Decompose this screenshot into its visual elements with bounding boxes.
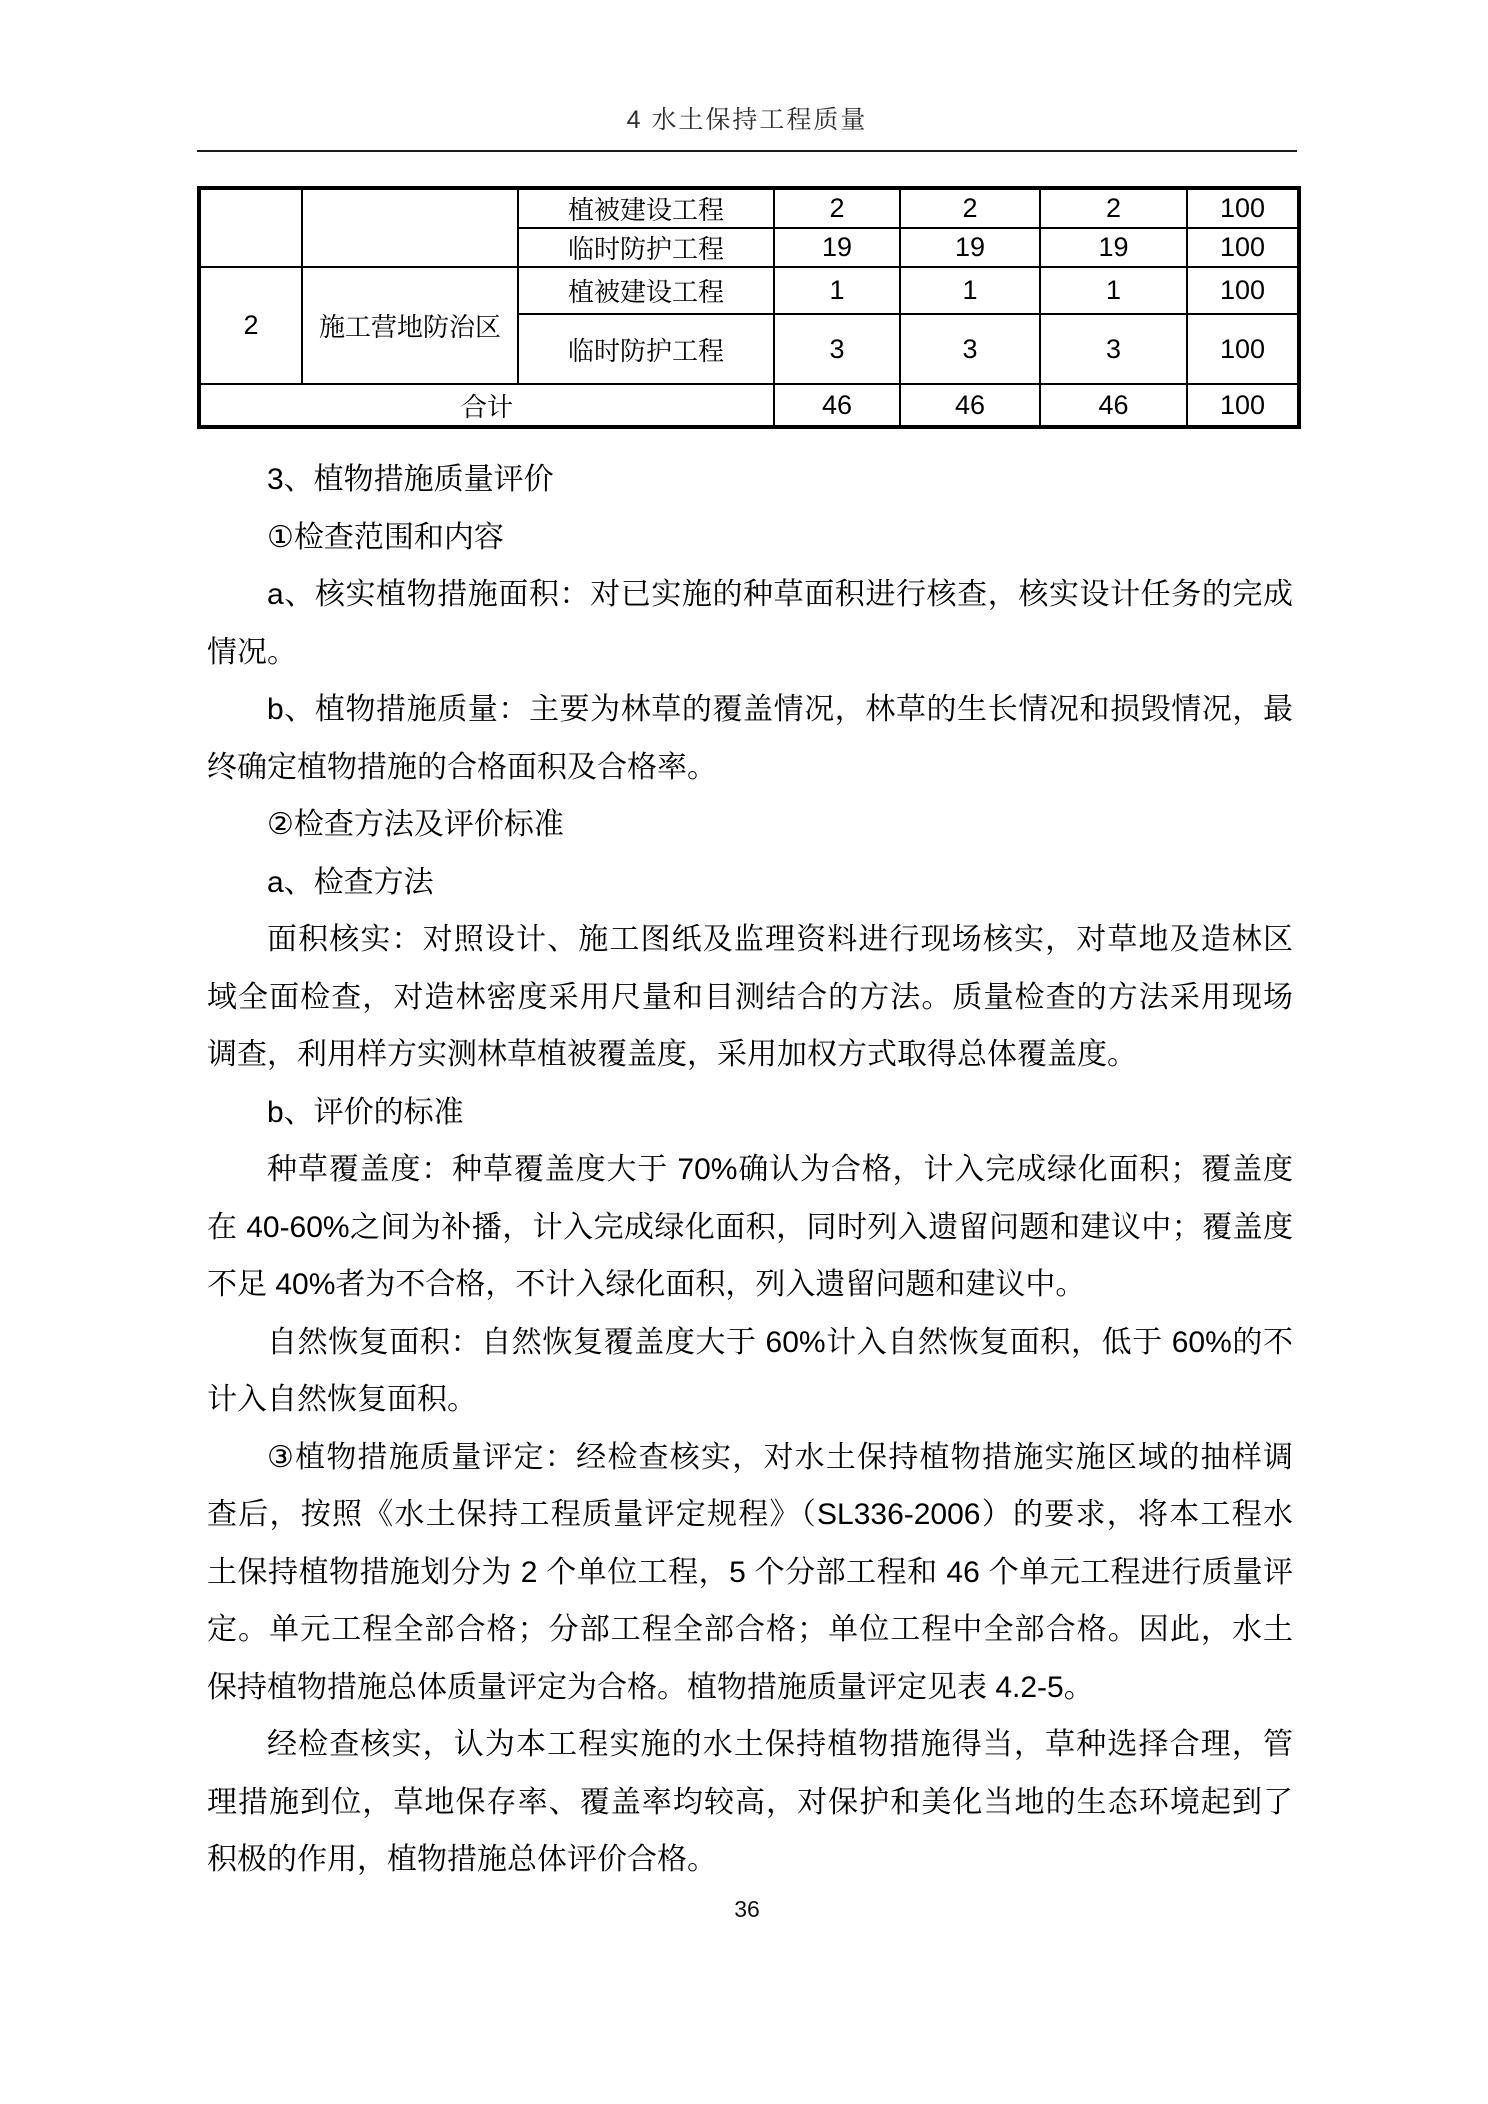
body-line: 3、植物措施质量评价 [267,463,554,496]
table-cell: 3 [774,314,900,384]
body-line: b、植物措施质量：主要为林草的覆盖情况，林草的生长情况和损毁情况，最 [267,693,1293,726]
table-cell [199,188,302,267]
body-line: ②检查方法及评价标准 [267,808,564,841]
table-cell [302,188,518,267]
body-line: 保持植物措施总体质量评定为合格。植物措施质量评定见表 4.2-5。 [207,1670,1094,1704]
table-cell: 植被建设工程 [518,267,774,314]
body-line: 积极的作用，植物措施总体评价合格。 [207,1843,717,1876]
body-line: 域全面检查，对造林密度采用尺量和目测结合的方法。质量检查的方法采用现场 [207,980,1293,1014]
table-cell: 46 [1040,384,1187,427]
table-cell: 施工营地防治区 [302,267,518,384]
body-line: 在 40-60%之间为补播，计入完成绿化面积，同时列入遗留问题和建议中；覆盖度 [207,1210,1293,1244]
table-cell: 46 [900,384,1040,427]
table-cell: 3 [900,314,1040,384]
body-text [207,451,1293,1889]
body-line: 自然恢复面积：自然恢复覆盖度大于 60%计入自然恢复面积，低于 60%的不 [267,1325,1293,1359]
table-cell: 植被建设工程 [518,188,774,228]
body-line: 经检查核实，认为本工程实施的水土保持植物措施得当，草种选择合理，管 [267,1728,1293,1761]
table-cell-total-label: 合计 [199,384,774,427]
body-line: a、核实植物措施面积：对已实施的种草面积进行核查，核实设计任务的完成 [267,578,1293,611]
table-cell: 3 [1040,314,1187,384]
body-line: 不足 40%者为不合格，不计入绿化面积，列入遗留问题和建议中。 [207,1268,1086,1301]
table-cell: 19 [1040,228,1187,267]
body-line: 土保持植物措施划分为 2 个单位工程，5 个分部工程和 46 个单元工程进行质量评 [207,1555,1293,1589]
body-line: ③植物措施质量评定：经检查核实，对水土保持植物措施实施区域的抽样调 [267,1440,1293,1474]
body-line: 种草覆盖度：种草覆盖度大于 70%确认为合格，计入完成绿化面积；覆盖度 [267,1153,1293,1186]
table-cell: 46 [774,384,900,427]
table-cell: 19 [900,228,1040,267]
page-header-title: 4 水土保持工程质量 [626,106,868,134]
table-cell: 1 [900,267,1040,314]
body-line: 理措施到位，草地保存率、覆盖率均较高，对保护和美化当地的生态环境起到了 [207,1785,1293,1819]
table-cell: 2 [900,188,1040,228]
table-cell: 100 [1187,314,1299,384]
table-row [199,267,1299,314]
table-cell: 临时防护工程 [518,314,774,384]
table-cell: 100 [1187,228,1299,267]
page-number: 36 [734,1896,760,1922]
table-cell: 2 [774,188,900,228]
table-row [199,188,1299,228]
body-line: 终确定植物措施的合格面积及合格率。 [207,750,717,784]
body-line: 面积核实：对照设计、施工图纸及监理资料进行现场核实，对草地及造林区 [267,923,1293,956]
body-line: a、检查方法 [267,865,434,899]
body-line: ①检查范围和内容 [267,520,504,554]
body-line: 查后，按照《水土保持工程质量评定规程》（SL336-2006）的要求，将本工程水 [207,1498,1293,1531]
table-cell: 100 [1187,188,1299,228]
table-cell: 100 [1187,267,1299,314]
body-line: b、评价的标准 [267,1095,464,1129]
body-line: 调查，利用样方实测林草植被覆盖度，采用加权方式取得总体覆盖度。 [207,1038,1137,1071]
body-line: 计入自然恢复面积。 [207,1383,477,1416]
table-cell: 100 [1187,384,1299,427]
body-line: 情况。 [207,635,297,669]
table-cell: 2 [1040,188,1187,228]
table-cell: 1 [1040,267,1187,314]
table-cell: 临时防护工程 [518,228,774,267]
table-cell: 2 [199,267,302,384]
body-line: 定。单元工程全部合格；分部工程全部合格；单位工程中全部合格。因此，水土 [207,1613,1293,1646]
table-cell: 19 [774,228,900,267]
summary-table [197,186,1301,429]
table-row-total [199,384,1299,427]
header-rule [197,150,1297,152]
table-cell: 1 [774,267,900,314]
